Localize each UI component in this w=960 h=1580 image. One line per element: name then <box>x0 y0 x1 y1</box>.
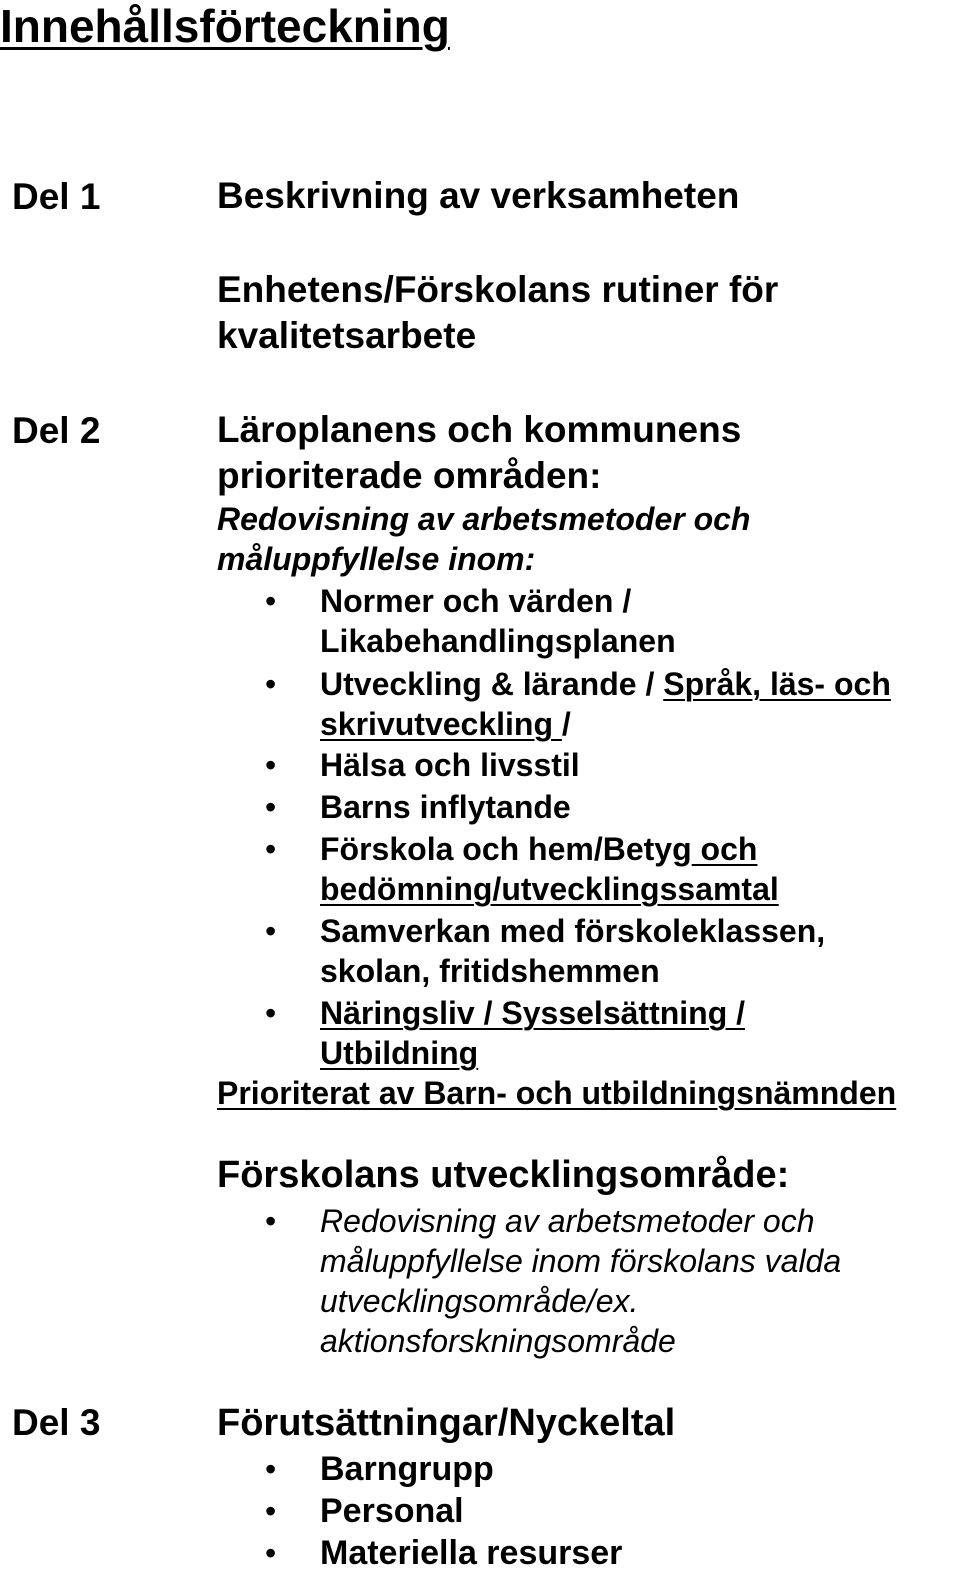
list-item-text: måluppfyllelse inom förskolans valda <box>320 1243 842 1279</box>
bullet-icon: • <box>265 583 277 619</box>
list-item-text: Materiella resurser <box>320 1534 623 1572</box>
bullet-icon: • <box>265 789 277 825</box>
bullet-icon: • <box>265 1203 277 1239</box>
list-item-link-text: bedömning/utvecklingssamtal <box>320 871 779 907</box>
list-item-text-part: Förskola och hem/Betyg <box>320 831 692 867</box>
list-item-link-text: Språk, läs- och <box>663 666 891 702</box>
page-title: Innehållsförteckning <box>0 0 450 52</box>
bullet-icon: • <box>265 747 277 783</box>
del-2-heading-line2: prioriterade områden: <box>217 455 602 496</box>
list-item-text: Redovisning av arbetsmetoder och <box>320 1203 815 1239</box>
routines-heading-line1: Enhetens/Förskolans rutiner för <box>217 269 779 310</box>
list-item-text: utvecklingsområde/ex. <box>320 1283 639 1319</box>
list-item-link-text: Näringsliv / Sysselsättning / <box>320 995 746 1031</box>
list-item-link-text: Utbildning <box>320 1035 479 1071</box>
list-item-text: aktionsforskningsområde <box>320 1323 676 1359</box>
list-item-text <box>320 704 571 744</box>
del-2-label: Del 2 <box>12 410 101 451</box>
list-item-text <box>320 829 757 869</box>
del-1-label: Del 1 <box>12 176 101 217</box>
del-1-heading: Beskrivning av verksamheten <box>217 175 740 216</box>
list-item-text: Samverkan med förskoleklassen, <box>320 913 826 949</box>
list-item-link-text: och <box>691 831 758 867</box>
bullet-icon: • <box>265 831 277 867</box>
list-item-text-part: / <box>561 706 571 742</box>
prioritized-note: Prioriterat av Barn- och utbildningsnämnden <box>217 1075 897 1111</box>
bullet-icon: • <box>265 1535 277 1571</box>
list-item-text: Barngrupp <box>320 1450 494 1488</box>
list-item-text: Personal <box>320 1492 464 1530</box>
del-3-heading: Förutsättningar/Nyckeltal <box>217 1402 676 1444</box>
list-item-text: Barns inflytande <box>320 789 571 825</box>
list-item-text: Likabehandlingsplanen <box>320 623 676 659</box>
bullet-icon: • <box>265 995 277 1031</box>
bullet-icon: • <box>265 913 277 949</box>
bullet-icon: • <box>265 666 277 702</box>
del-2-subheading-line1: Redovisning av arbetsmetoder och <box>217 501 751 537</box>
list-item-text: skolan, fritidshemmen <box>320 953 660 989</box>
bullet-icon: • <box>265 1493 277 1529</box>
list-item-text: Hälsa och livsstil <box>320 747 580 783</box>
list-item-link-text: skrivutveckling <box>320 706 562 742</box>
routines-heading-line2: kvalitetsarbete <box>217 315 477 356</box>
list-item-text: Normer och värden / <box>320 583 632 619</box>
del-2-heading-line1: Läroplanens och kommunens <box>217 409 742 450</box>
list-item-text-part: Utveckling & lärande / <box>320 666 664 702</box>
list-item-text <box>320 664 891 704</box>
del-3-label: Del 3 <box>12 1402 101 1443</box>
development-area-heading: Förskolans utvecklingsområde: <box>217 1154 790 1196</box>
del-2-subheading-line2: måluppfyllelse inom: <box>217 541 536 577</box>
bullet-icon: • <box>265 1451 277 1487</box>
